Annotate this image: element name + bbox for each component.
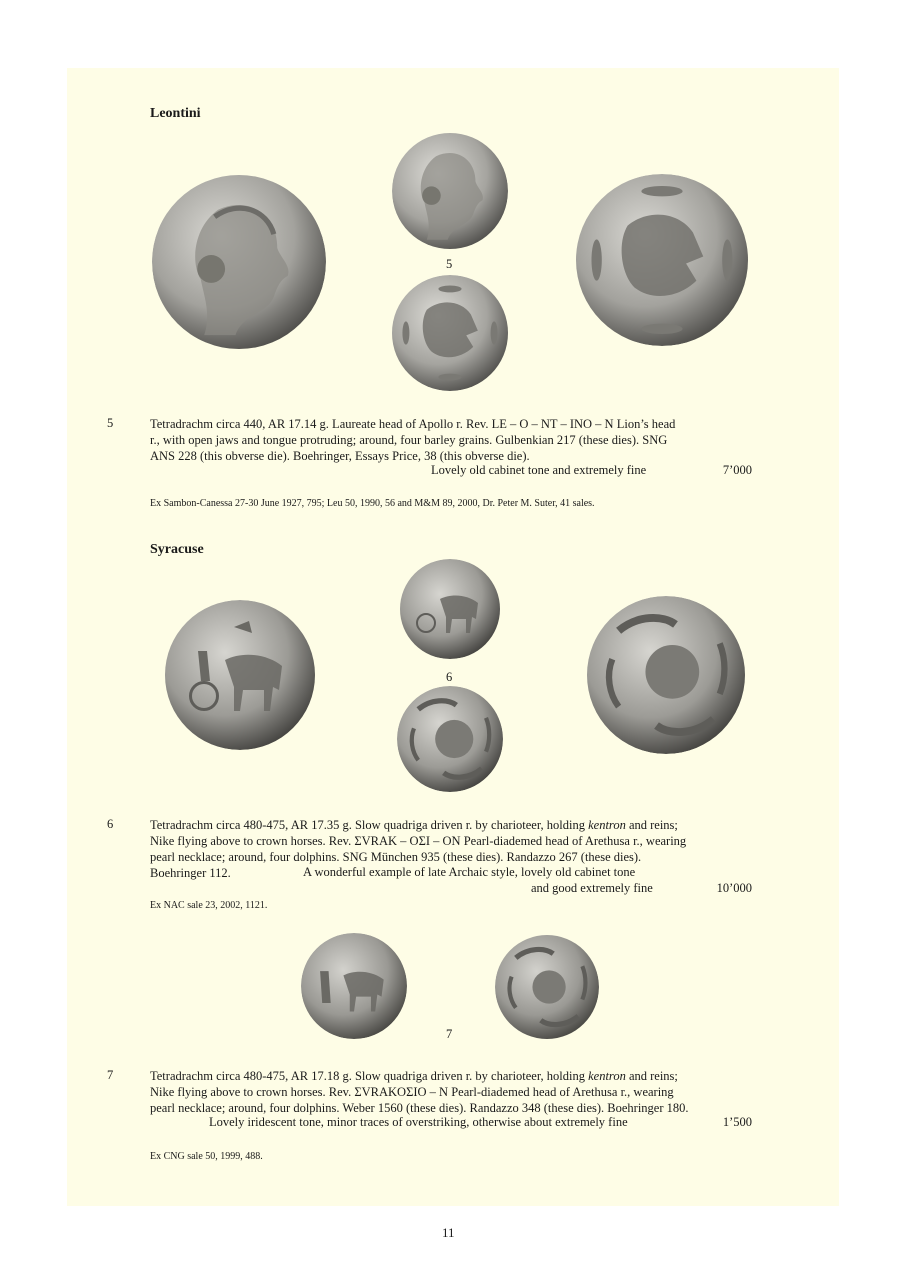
coin-5-obverse-large [152, 173, 326, 351]
lot-7-desc-line: Tetradrachm circa 480-475, AR 17.18 g. Slow quadriga driven r. by charioteer, holding kentron and reins; [150, 1069, 678, 1083]
lot-7-provenance: Ex CNG sale 50, 1999, 488. [150, 1151, 263, 1162]
lot-5-desc-line: Tetradrachm circa 440, AR 17.14 g. Laureate head of Apollo r. Rev. LE – O – NT – INO – N Lion’s head [150, 417, 676, 431]
lot-6-grade-line-2: and good extremely fine [531, 881, 653, 895]
coin-6-reverse-small [397, 686, 503, 792]
lot-7-description [150, 1068, 752, 1116]
lot-number-7: 7 [107, 1068, 114, 1082]
lot-6-desc-line: Boehringer 112. [150, 866, 231, 880]
plate-number-6: 6 [446, 670, 453, 684]
section-heading-leontini: Leontini [150, 106, 201, 121]
coin-5-reverse-large [574, 174, 750, 346]
lot-6-desc-line: pearl necklace; around, four dolphins. SNG München 935 (these dies). Randazzo 267 (these dies). [150, 850, 642, 864]
lot-6-grade-line-1: A wonderful example of late Archaic style, lovely old cabinet tone [303, 865, 636, 879]
coin-7-obverse [301, 933, 407, 1039]
lot-7-grade: Lovely iridescent tone, minor traces of overstriking, otherwise about extremely fine [209, 1115, 628, 1129]
coin-5-obverse-small [392, 132, 508, 250]
lot-5-price: 7’000 [722, 463, 752, 477]
lot-5-provenance: Ex Sambon-Canessa 27-30 June 1927, 795; Leu 50, 1990, 56 and M&M 89, 2000, Dr. Peter M. Suter, 41 sales. [150, 498, 595, 509]
lot-5-grade: Lovely old cabinet tone and extremely fine [431, 463, 647, 477]
coin-6-obverse-small [398, 559, 502, 659]
lot-5-description [150, 416, 752, 464]
lot-5-desc-line: r., with open jaws and tongue protruding; around, four barley grains. Gulbenkian 217 (these dies). SNG [150, 433, 668, 447]
lot-7-desc-line: Nike flying above to crown horses. Rev. ΣVRAKOΣIO – N Pearl-diademed head of Arethusa r., wearing [150, 1085, 674, 1099]
coin-7-reverse [495, 934, 599, 1040]
lot-number-6: 6 [107, 817, 114, 831]
coin-5-reverse-small [391, 275, 509, 391]
lot-number-5: 5 [107, 416, 114, 430]
coin-6-obverse-large [161, 600, 319, 750]
lot-6-desc-line: Tetradrachm circa 480-475, AR 17.35 g. Slow quadriga driven r. by charioteer, holding kentron and reins; [150, 818, 678, 832]
lot-5-desc-line: ANS 228 (this obverse die). Boehringer, Essays Price, 38 (this obverse die). [150, 449, 530, 463]
lot-6-price: 10’000 [716, 881, 752, 895]
coin-6-reverse-large [586, 596, 746, 754]
plate-number-7: 7 [446, 1027, 453, 1041]
section-heading-syracuse: Syracuse [150, 542, 204, 557]
page-number: 11 [442, 1225, 455, 1240]
plate-number-5: 5 [446, 257, 453, 271]
lot-7-desc-line: pearl necklace; around, four dolphins. Weber 1560 (these dies). Randazzo 348 (these dies). Boehringer 180. [150, 1101, 689, 1115]
lot-7-price: 1’500 [722, 1115, 752, 1129]
lot-6-desc-line: Nike flying above to crown horses. Rev. ΣVRAK – OΣI – ON Pearl-diademed head of Arethusa r., wearing [150, 834, 687, 848]
lot-6-provenance: Ex NAC sale 23, 2002, 1121. [150, 900, 268, 911]
